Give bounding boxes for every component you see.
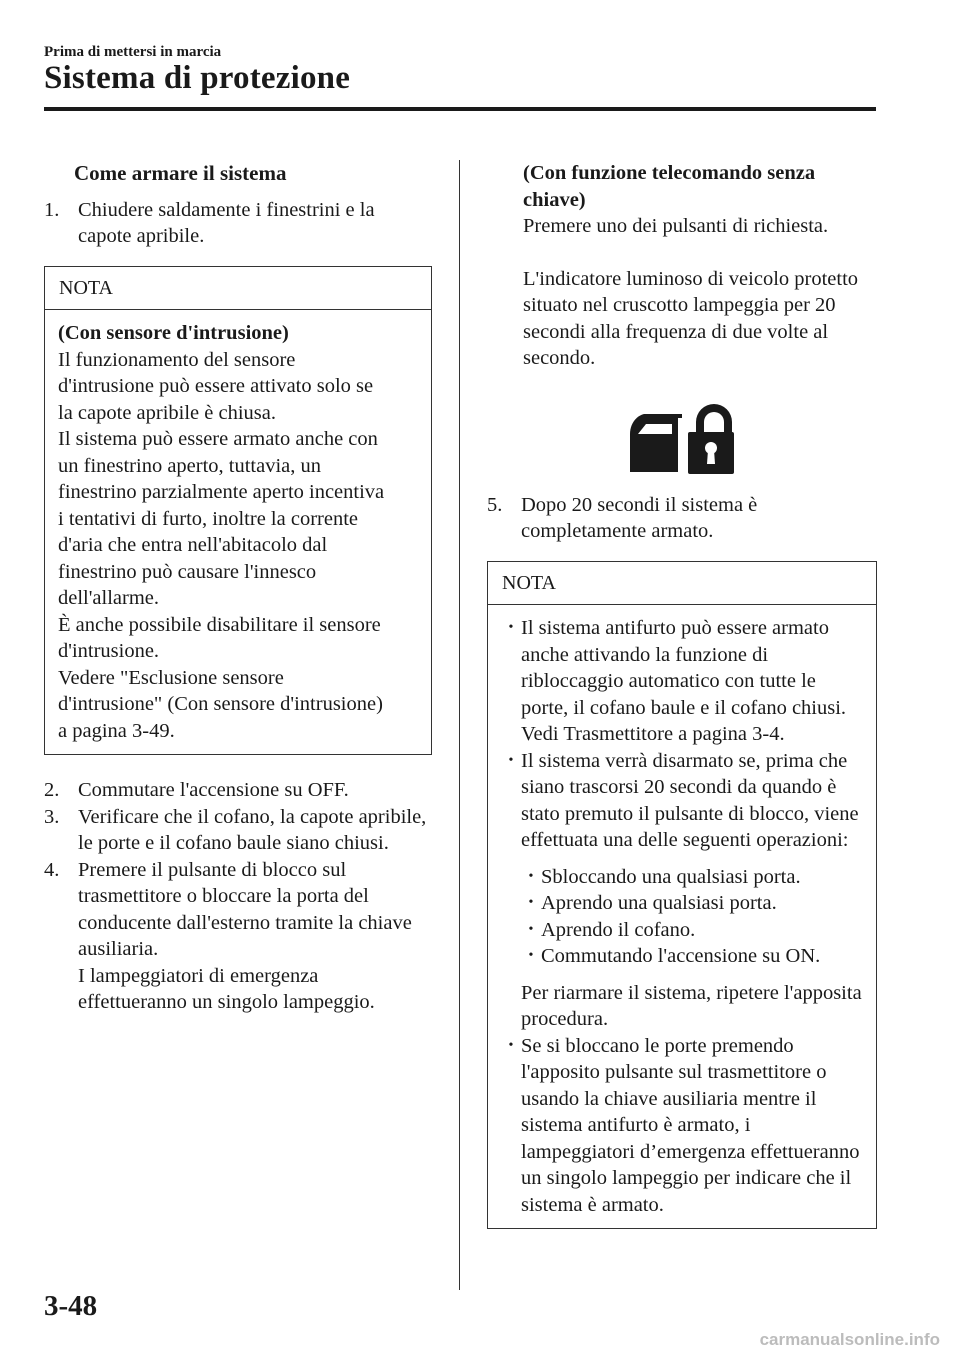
sub-item-text: Aprendo una qualsiasi porta. [541, 892, 777, 914]
section-label: Prima di mettersi in marcia [44, 44, 222, 60]
bullet-reference: Vedi Trasmettitore a pagina 3-4. [521, 723, 785, 745]
sub-item-text: Commutando l'accensione su ON. [541, 945, 821, 967]
step-number: 1. [44, 198, 60, 221]
right-column [487, 160, 877, 1229]
sub-item [521, 917, 866, 944]
note-box-intrusion [44, 266, 432, 756]
note-bullet [501, 1033, 866, 1219]
note-line: d'aria che entra nell'abitacolo dal [58, 534, 328, 556]
step-3 [44, 804, 432, 857]
page-number: 3-48 [44, 1290, 98, 1322]
sub-item [521, 890, 866, 917]
note-line: un finestrino aperto, tuttavia, un [58, 454, 322, 477]
watermark: carmanualsonline.info [759, 1330, 940, 1349]
step-text: Dopo 20 secondi il sistema è completamente armato. [521, 493, 758, 542]
bullet-dot: • [508, 1037, 514, 1053]
note-line: finestrino può causare l'innesco [58, 560, 317, 583]
step-number: 5. [487, 493, 503, 516]
note-title: NOTA [45, 267, 431, 311]
note-line: d'intrusione" (Con sensore d'intrusione) [58, 693, 383, 715]
header-divider [44, 107, 876, 111]
step-text: Verificare che il cofano, la capote apribile, le porte e il cofano baule siano chiusi. [78, 805, 427, 854]
note-line: dell'allarme. [58, 587, 160, 609]
note-line: d'intrusione. [58, 640, 160, 662]
step-text: Commutare l'accensione su OFF. [78, 779, 349, 801]
rearm-text: Per riarmare il sistema, ripetere l'apposita procedura. [521, 981, 862, 1030]
step-4 [44, 857, 432, 1016]
note-title: NOTA [488, 562, 876, 606]
step-2 [44, 777, 432, 804]
column-divider [459, 160, 460, 1290]
sub-item-text: Sbloccando una qualsiasi porta. [541, 865, 801, 888]
sub-item-text: Aprendo il cofano. [541, 918, 696, 941]
indicator-text: L'indicatore luminoso di veicolo protetto situato nel cruscotto lampeggia per 20 secondi alla frequenza di due volte al secondo. [523, 267, 859, 369]
note-line: la capote apribile è chiusa. [58, 401, 276, 424]
note-line: Vedere "Esclusione sensore [58, 666, 284, 689]
step-number: 4. [44, 858, 60, 881]
bullet-content [521, 615, 866, 748]
keyless-heading: (Con funzione telecomando senza chiave) [523, 162, 816, 211]
note-line: d'intrusione può essere attivato solo se [58, 375, 374, 397]
note-line: Il sistema può essere armato anche con [58, 428, 378, 450]
indicator-icon-container [487, 400, 877, 474]
bullet-dot: • [528, 895, 534, 910]
section-heading: Come armare il sistema [74, 161, 287, 185]
note-line: i tentativi di furto, inoltre la corrente [58, 507, 358, 530]
note-subheading: (Con sensore d'intrusione) [58, 322, 289, 344]
step-text: Premere il pulsante di blocco sul trasmettitore o bloccare la porta del conducente dall'esterno tramite la chiave ausiliaria. [78, 858, 412, 960]
keyless-text: Premere uno dei pulsanti di richiesta. [523, 215, 829, 237]
sub-item [521, 943, 866, 970]
note-bullet [501, 748, 866, 854]
bullet-dot: • [528, 868, 534, 884]
step-text: Chiudere saldamente i finestrini e la capote apribile. [78, 198, 375, 247]
bullet-dot: • [508, 620, 514, 635]
note-line: finestrino parzialmente aperto incentiva [58, 481, 385, 503]
bullet-dot: • [528, 948, 534, 963]
step-5 [487, 492, 877, 545]
keyless-block [487, 160, 877, 372]
page-title: Sistema di protezione [44, 60, 351, 96]
bullet-dot: • [508, 752, 514, 768]
step-extra: I lampeggiatori di emergenza effettueranno un singolo lampeggio. [78, 964, 375, 1013]
note-line: È anche possibile disabilitare il sensore [58, 613, 381, 636]
bullet-dot: • [528, 921, 534, 937]
step-number: 2. [44, 779, 60, 801]
left-column [44, 160, 432, 1016]
bullet-text: Se si bloccano le porte premendo l'apposito pulsante sul trasmettitore o usando la chiave ausiliaria mentre il sistema antifurto è armato, i lampeggiatori d’emergenza effettueranno un singolo lampeggio per indicare che il sistema è armato. [521, 1034, 860, 1216]
security-indicator-icon [630, 400, 734, 474]
note-bullet [501, 615, 866, 748]
step-1 [44, 197, 432, 250]
note-line: a pagina 3-49. [58, 719, 175, 742]
note-box-antitheft [487, 561, 877, 1230]
bullet-text: Il sistema antifurto può essere armato anche attivando la funzione di ribloccaggio automatico con tutte le porte, il cofano baule e il cofano chiusi. [521, 617, 847, 719]
sub-list [501, 864, 866, 970]
note-line: Il funzionamento del sensore [58, 348, 296, 371]
step-number: 3. [44, 805, 60, 828]
note-body [45, 310, 431, 754]
note-body [488, 605, 876, 1228]
sub-item [521, 864, 866, 891]
step-content [78, 857, 432, 1016]
bullet-text: Il sistema verrà disarmato se, prima che siano trascorsi 20 secondi da quando è stato premuto il pulsante di blocco, viene effettuata una delle seguenti operazioni: [521, 749, 859, 851]
